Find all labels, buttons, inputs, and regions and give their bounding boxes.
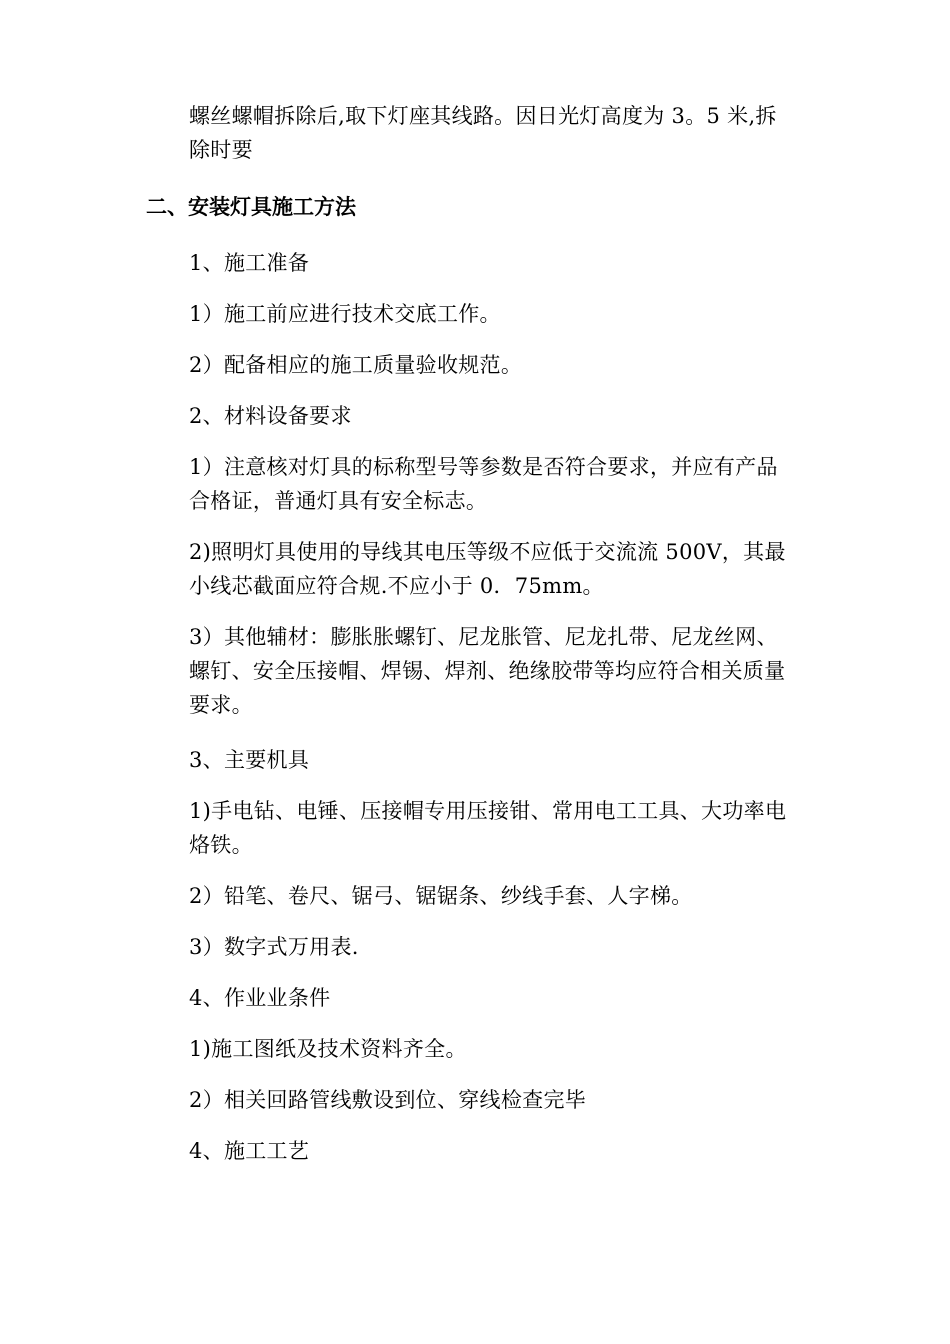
subsection-title: 4、施工工艺	[189, 1139, 310, 1163]
section-heading: 二、安装灯具施工方法	[146, 195, 356, 219]
text-line: 螺钉、安全压接帽、焊锡、焊剂、绝缘胶带等均应符合相关质量	[189, 659, 786, 683]
text-line: 合格证，普通灯具有安全标志。	[189, 489, 488, 513]
subsection-title: 2、材料设备要求	[189, 404, 352, 428]
list-item	[189, 450, 829, 518]
list-item: 2）相关回路管线敷设到位、穿线检查完毕	[189, 1088, 587, 1112]
list-item	[189, 535, 829, 603]
text-line: 除时要	[189, 138, 253, 162]
list-item: 2）铅笔、卷尺、锯弓、锯锯条、纱线手套、人字梯。	[189, 884, 693, 908]
list-item: 2）配备相应的施工质量验收规范。	[189, 353, 523, 377]
subsection-title: 4、作业业条件	[189, 986, 331, 1010]
text-line: 1)手电钻、电锤、压接帽专用压接钳、常用电工工具、大功率电	[189, 799, 787, 823]
intro-paragraph	[189, 99, 829, 167]
text-line: 1）注意核对灯具的标称型号等参数是否符合要求，并应有产品	[189, 455, 778, 479]
subsection-title: 3、主要机具	[189, 748, 310, 772]
text-line: 螺丝螺帽拆除后,取下灯座其线路。因日光灯高度为 3。5 米,拆	[189, 104, 777, 128]
list-item: 1)施工图纸及技术资料齐全。	[189, 1037, 467, 1061]
list-item: 3）数字式万用表.	[189, 935, 359, 959]
text-line: 小线芯截面应符合规.不应小于 0．75mm。	[189, 574, 604, 598]
text-line: 2)照明灯具使用的导线其电压等级不应低于交流流 500V，其最	[189, 540, 786, 564]
subsection-title: 1、施工准备	[189, 251, 310, 275]
text-line: 3）其他辅材：膨胀胀螺钉、尼龙胀管、尼龙扎带、尼龙丝网、	[189, 625, 778, 649]
list-item: 1）施工前应进行技术交底工作。	[189, 302, 501, 326]
text-line: 要求。	[189, 693, 253, 717]
list-item	[189, 620, 829, 722]
list-item	[189, 794, 829, 862]
text-line: 烙铁。	[189, 833, 253, 857]
